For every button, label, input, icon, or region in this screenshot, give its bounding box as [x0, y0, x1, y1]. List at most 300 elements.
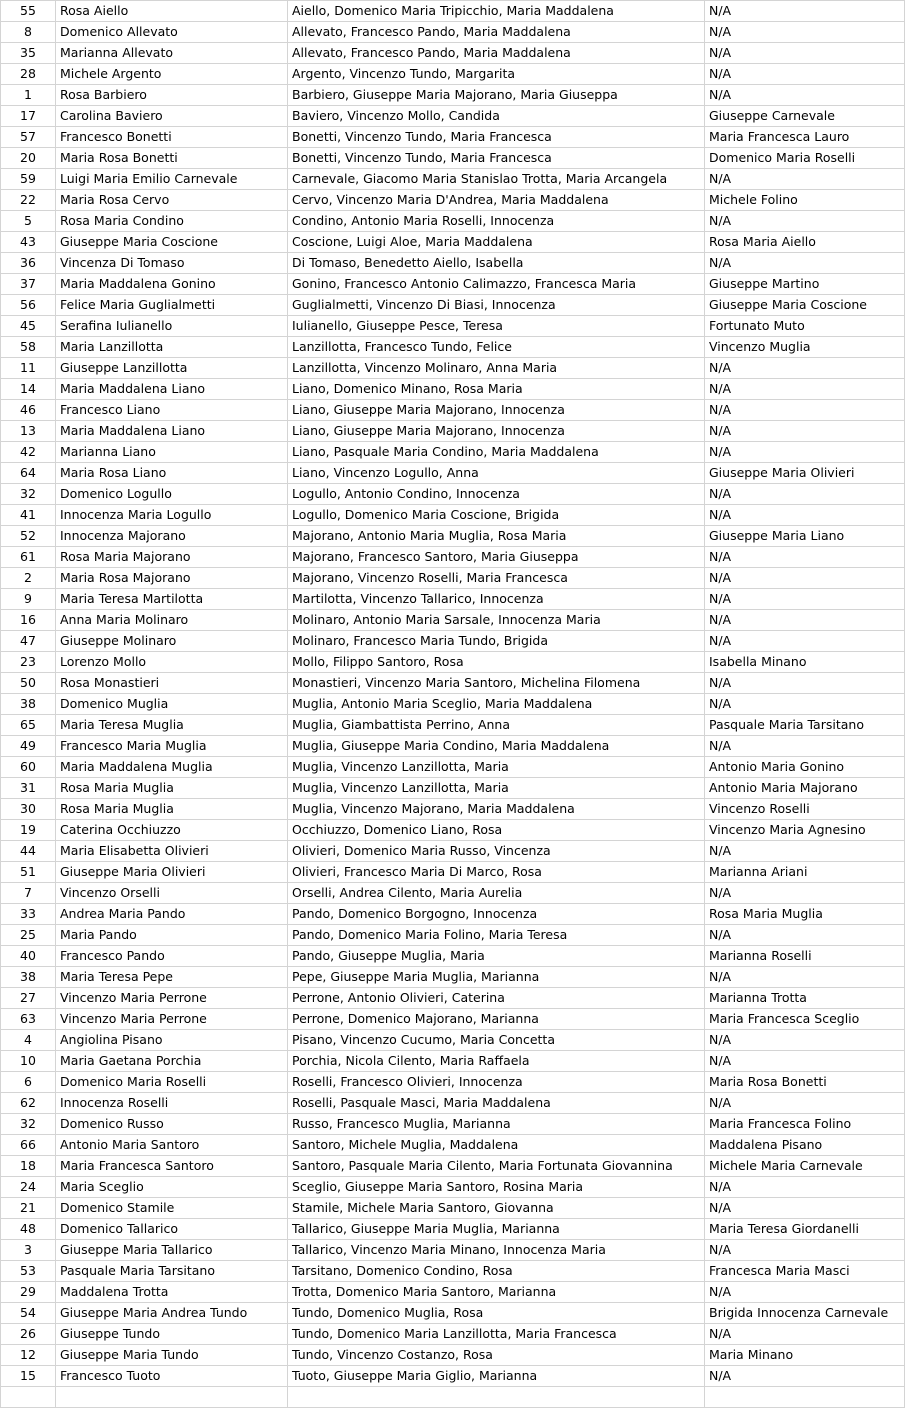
spouse-cell[interactable]: N/A — [705, 1177, 905, 1198]
name-cell[interactable]: Vincenzo Maria Perrone — [56, 1009, 288, 1030]
spouse-cell[interactable] — [705, 1387, 905, 1408]
id-cell[interactable]: 19 — [1, 820, 56, 841]
name-cell[interactable]: Giuseppe Molinaro — [56, 631, 288, 652]
parents-cell[interactable]: Coscione, Luigi Aloe, Maria Maddalena — [288, 232, 705, 253]
id-cell[interactable]: 9 — [1, 589, 56, 610]
spouse-cell[interactable]: N/A — [705, 925, 905, 946]
spouse-cell[interactable]: N/A — [705, 484, 905, 505]
spouse-cell[interactable]: Maria Francesca Lauro — [705, 127, 905, 148]
table-row — [1, 232, 905, 253]
table-row — [1, 862, 905, 883]
spouse-cell[interactable]: N/A — [705, 610, 905, 631]
spouse-cell[interactable]: Vincenzo Maria Agnesino — [705, 820, 905, 841]
name-cell[interactable]: Francesco Pando — [56, 946, 288, 967]
table-row — [1, 64, 905, 85]
id-cell[interactable]: 53 — [1, 1261, 56, 1282]
name-cell[interactable]: Domenico Muglia — [56, 694, 288, 715]
table-row — [1, 610, 905, 631]
name-cell[interactable]: Domenico Logullo — [56, 484, 288, 505]
name-cell[interactable]: Maria Teresa Martilotta — [56, 589, 288, 610]
spouse-cell[interactable]: Giuseppe Martino — [705, 274, 905, 295]
spouse-cell[interactable]: N/A — [705, 631, 905, 652]
parents-cell[interactable]: Olivieri, Domenico Maria Russo, Vincenza — [288, 841, 705, 862]
name-cell[interactable]: Anna Maria Molinaro — [56, 610, 288, 631]
id-cell[interactable]: 62 — [1, 1093, 56, 1114]
id-cell[interactable]: 57 — [1, 127, 56, 148]
spouse-cell[interactable]: N/A — [705, 1366, 905, 1387]
parents-cell[interactable]: Molinaro, Antonio Maria Sarsale, Innocenza Maria — [288, 610, 705, 631]
spouse-cell[interactable]: Rosa Maria Aiello — [705, 232, 905, 253]
id-cell[interactable]: 10 — [1, 1051, 56, 1072]
id-cell[interactable]: 20 — [1, 148, 56, 169]
spouse-cell[interactable]: N/A — [705, 568, 905, 589]
id-cell[interactable]: 38 — [1, 694, 56, 715]
id-cell[interactable]: 60 — [1, 757, 56, 778]
parents-cell[interactable]: Santoro, Pasquale Maria Cilento, Maria Fortunata Giovannina — [288, 1156, 705, 1177]
spouse-cell[interactable]: N/A — [705, 421, 905, 442]
parents-cell[interactable]: Pando, Domenico Borgogno, Innocenza — [288, 904, 705, 925]
name-cell[interactable]: Maddalena Trotta — [56, 1282, 288, 1303]
name-cell[interactable]: Domenico Maria Roselli — [56, 1072, 288, 1093]
id-cell[interactable]: 65 — [1, 715, 56, 736]
parents-cell[interactable]: Roselli, Francesco Olivieri, Innocenza — [288, 1072, 705, 1093]
table-row — [1, 589, 905, 610]
parents-cell[interactable]: Occhiuzzo, Domenico Liano, Rosa — [288, 820, 705, 841]
parents-cell[interactable]: Martilotta, Vincenzo Tallarico, Innocenza — [288, 589, 705, 610]
table-row — [1, 1072, 905, 1093]
parents-cell[interactable]: Roselli, Pasquale Masci, Maria Maddalena — [288, 1093, 705, 1114]
parents-cell[interactable]: Allevato, Francesco Pando, Maria Maddalena — [288, 43, 705, 64]
spouse-cell[interactable]: N/A — [705, 694, 905, 715]
parents-cell[interactable]: Bonetti, Vincenzo Tundo, Maria Francesca — [288, 148, 705, 169]
name-cell[interactable]: Rosa Maria Condino — [56, 211, 288, 232]
name-cell[interactable]: Maria Rosa Liano — [56, 463, 288, 484]
name-cell[interactable]: Domenico Tallarico — [56, 1219, 288, 1240]
name-cell[interactable]: Giuseppe Maria Tallarico — [56, 1240, 288, 1261]
id-cell[interactable]: 31 — [1, 778, 56, 799]
id-cell[interactable]: 27 — [1, 988, 56, 1009]
table-row — [1, 463, 905, 484]
spouse-cell[interactable]: Marianna Roselli — [705, 946, 905, 967]
spouse-cell[interactable]: N/A — [705, 22, 905, 43]
parents-cell[interactable]: Iulianello, Giuseppe Pesce, Teresa — [288, 316, 705, 337]
name-cell[interactable]: Francesco Bonetti — [56, 127, 288, 148]
name-cell[interactable]: Rosa Maria Muglia — [56, 799, 288, 820]
parents-cell[interactable]: Muglia, Vincenzo Lanzillotta, Maria — [288, 778, 705, 799]
parents-cell[interactable]: Barbiero, Giuseppe Maria Majorano, Maria Giuseppa — [288, 85, 705, 106]
name-cell[interactable]: Marianna Liano — [56, 442, 288, 463]
parents-cell[interactable]: Majorano, Francesco Santoro, Maria Giuseppa — [288, 547, 705, 568]
table-row — [1, 274, 905, 295]
id-cell[interactable]: 14 — [1, 379, 56, 400]
name-cell[interactable]: Vincenza Di Tomaso — [56, 253, 288, 274]
id-cell[interactable]: 2 — [1, 568, 56, 589]
spouse-cell[interactable]: N/A — [705, 400, 905, 421]
spouse-cell[interactable]: Michele Maria Carnevale — [705, 1156, 905, 1177]
parents-cell[interactable]: Gonino, Francesco Antonio Calimazzo, Francesca Maria — [288, 274, 705, 295]
table-row — [1, 190, 905, 211]
id-cell[interactable]: 26 — [1, 1324, 56, 1345]
parents-cell[interactable]: Tundo, Domenico Muglia, Rosa — [288, 1303, 705, 1324]
id-cell[interactable]: 38 — [1, 967, 56, 988]
spouse-cell[interactable]: N/A — [705, 841, 905, 862]
table-row — [1, 1324, 905, 1345]
name-cell[interactable]: Innocenza Roselli — [56, 1093, 288, 1114]
spouse-cell[interactable]: Giuseppe Maria Coscione — [705, 295, 905, 316]
table-row — [1, 757, 905, 778]
name-cell[interactable]: Maria Lanzillotta — [56, 337, 288, 358]
name-cell[interactable]: Innocenza Majorano — [56, 526, 288, 547]
name-cell[interactable]: Maria Rosa Cervo — [56, 190, 288, 211]
parents-cell[interactable]: Tallarico, Giuseppe Maria Muglia, Marianna — [288, 1219, 705, 1240]
parents-cell[interactable]: Santoro, Michele Muglia, Maddalena — [288, 1135, 705, 1156]
table-row — [1, 358, 905, 379]
parents-cell[interactable]: Lanzillotta, Vincenzo Molinaro, Anna Maria — [288, 358, 705, 379]
table-row — [1, 631, 905, 652]
spouse-cell[interactable]: N/A — [705, 43, 905, 64]
parents-cell[interactable]: Liano, Pasquale Maria Condino, Maria Maddalena — [288, 442, 705, 463]
id-cell[interactable]: 16 — [1, 610, 56, 631]
spouse-cell[interactable]: Maria Teresa Giordanelli — [705, 1219, 905, 1240]
parents-cell[interactable]: Baviero, Vincenzo Mollo, Candida — [288, 106, 705, 127]
table-row — [1, 799, 905, 820]
name-cell[interactable]: Maria Rosa Majorano — [56, 568, 288, 589]
name-cell[interactable]: Domenico Russo — [56, 1114, 288, 1135]
spouse-cell[interactable]: Marianna Trotta — [705, 988, 905, 1009]
table-row — [1, 85, 905, 106]
name-cell[interactable]: Maria Maddalena Gonino — [56, 274, 288, 295]
spouse-cell[interactable]: N/A — [705, 1198, 905, 1219]
id-cell[interactable]: 59 — [1, 169, 56, 190]
name-cell[interactable]: Giuseppe Maria Coscione — [56, 232, 288, 253]
table-row — [1, 1, 905, 22]
spouse-cell[interactable]: Giuseppe Maria Liano — [705, 526, 905, 547]
parents-cell[interactable]: Monastieri, Vincenzo Maria Santoro, Michelina Filomena — [288, 673, 705, 694]
spouse-cell[interactable]: N/A — [705, 589, 905, 610]
table-row — [1, 1156, 905, 1177]
id-cell[interactable]: 6 — [1, 1072, 56, 1093]
name-cell[interactable] — [56, 1387, 288, 1408]
name-cell[interactable]: Rosa Aiello — [56, 1, 288, 22]
id-cell[interactable]: 7 — [1, 883, 56, 904]
spouse-cell[interactable]: Maria Minano — [705, 1345, 905, 1366]
spouse-cell[interactable]: Vincenzo Roselli — [705, 799, 905, 820]
id-cell[interactable]: 5 — [1, 211, 56, 232]
id-cell[interactable]: 58 — [1, 337, 56, 358]
id-cell[interactable]: 28 — [1, 64, 56, 85]
name-cell[interactable]: Lorenzo Mollo — [56, 652, 288, 673]
name-cell[interactable]: Vincenzo Orselli — [56, 883, 288, 904]
parents-cell[interactable]: Tundo, Domenico Maria Lanzillotta, Maria Francesca — [288, 1324, 705, 1345]
name-cell[interactable]: Giuseppe Maria Andrea Tundo — [56, 1303, 288, 1324]
parents-cell[interactable]: Liano, Vincenzo Logullo, Anna — [288, 463, 705, 484]
table-row — [1, 1177, 905, 1198]
spouse-cell[interactable]: N/A — [705, 505, 905, 526]
id-cell[interactable]: 42 — [1, 442, 56, 463]
spouse-cell[interactable]: N/A — [705, 1240, 905, 1261]
spouse-cell[interactable]: N/A — [705, 1, 905, 22]
parents-cell[interactable]: Trotta, Domenico Maria Santoro, Marianna — [288, 1282, 705, 1303]
name-cell[interactable]: Innocenza Maria Logullo — [56, 505, 288, 526]
id-cell[interactable]: 52 — [1, 526, 56, 547]
id-cell[interactable]: 30 — [1, 799, 56, 820]
id-cell[interactable]: 43 — [1, 232, 56, 253]
table-row — [1, 967, 905, 988]
id-cell[interactable]: 36 — [1, 253, 56, 274]
parents-cell[interactable]: Tallarico, Vincenzo Maria Minano, Innocenza Maria — [288, 1240, 705, 1261]
id-cell[interactable]: 32 — [1, 1114, 56, 1135]
table-row — [1, 169, 905, 190]
spouse-cell[interactable]: N/A — [705, 673, 905, 694]
name-cell[interactable]: Maria Maddalena Muglia — [56, 757, 288, 778]
spouse-cell[interactable]: N/A — [705, 211, 905, 232]
parents-cell[interactable]: Pisano, Vincenzo Cucumo, Maria Concetta — [288, 1030, 705, 1051]
id-cell[interactable]: 24 — [1, 1177, 56, 1198]
parents-cell[interactable]: Muglia, Vincenzo Lanzillotta, Maria — [288, 757, 705, 778]
id-cell[interactable]: 46 — [1, 400, 56, 421]
spouse-cell[interactable]: Pasquale Maria Tarsitano — [705, 715, 905, 736]
table-row — [1, 673, 905, 694]
id-cell[interactable]: 21 — [1, 1198, 56, 1219]
parents-cell[interactable]: Muglia, Giambattista Perrino, Anna — [288, 715, 705, 736]
id-cell[interactable]: 66 — [1, 1135, 56, 1156]
parents-cell[interactable]: Aiello, Domenico Maria Tripicchio, Maria Maddalena — [288, 1, 705, 22]
spouse-cell[interactable]: N/A — [705, 1030, 905, 1051]
id-cell[interactable]: 11 — [1, 358, 56, 379]
parents-cell[interactable]: Logullo, Antonio Condino, Innocenza — [288, 484, 705, 505]
spouse-cell[interactable]: Maria Rosa Bonetti — [705, 1072, 905, 1093]
id-cell[interactable]: 29 — [1, 1282, 56, 1303]
parents-cell[interactable]: Bonetti, Vincenzo Tundo, Maria Francesca — [288, 127, 705, 148]
parents-cell[interactable]: Muglia, Giuseppe Maria Condino, Maria Maddalena — [288, 736, 705, 757]
id-cell[interactable]: 56 — [1, 295, 56, 316]
id-cell[interactable]: 37 — [1, 274, 56, 295]
table-row — [1, 778, 905, 799]
id-cell[interactable]: 33 — [1, 904, 56, 925]
name-cell[interactable]: Antonio Maria Santoro — [56, 1135, 288, 1156]
id-cell[interactable]: 35 — [1, 43, 56, 64]
spouse-cell[interactable]: Maria Francesca Folino — [705, 1114, 905, 1135]
table-row — [1, 421, 905, 442]
spouse-cell[interactable]: Giuseppe Carnevale — [705, 106, 905, 127]
parents-cell[interactable]: Mollo, Filippo Santoro, Rosa — [288, 652, 705, 673]
spouse-cell[interactable]: N/A — [705, 253, 905, 274]
table-row — [1, 1009, 905, 1030]
id-cell[interactable]: 47 — [1, 631, 56, 652]
name-cell[interactable]: Rosa Monastieri — [56, 673, 288, 694]
name-cell[interactable]: Maria Pando — [56, 925, 288, 946]
spouse-cell[interactable]: Giuseppe Maria Olivieri — [705, 463, 905, 484]
spouse-cell[interactable]: Isabella Minano — [705, 652, 905, 673]
spouse-cell[interactable]: Antonio Maria Majorano — [705, 778, 905, 799]
parents-cell[interactable]: Liano, Giuseppe Maria Majorano, Innocenza — [288, 421, 705, 442]
name-cell[interactable]: Rosa Maria Muglia — [56, 778, 288, 799]
table-row — [1, 904, 905, 925]
parents-cell[interactable]: Porchia, Nicola Cilento, Maria Raffaela — [288, 1051, 705, 1072]
parents-cell[interactable]: Majorano, Antonio Maria Muglia, Rosa Maria — [288, 526, 705, 547]
id-cell[interactable]: 49 — [1, 736, 56, 757]
id-cell[interactable]: 48 — [1, 1219, 56, 1240]
name-cell[interactable]: Francesco Tuoto — [56, 1366, 288, 1387]
name-cell[interactable]: Rosa Maria Majorano — [56, 547, 288, 568]
id-cell[interactable]: 54 — [1, 1303, 56, 1324]
spouse-cell[interactable]: N/A — [705, 1324, 905, 1345]
id-cell[interactable]: 50 — [1, 673, 56, 694]
spouse-cell[interactable]: N/A — [705, 1093, 905, 1114]
id-cell[interactable]: 44 — [1, 841, 56, 862]
spouse-cell[interactable]: N/A — [705, 358, 905, 379]
name-cell[interactable]: Pasquale Maria Tarsitano — [56, 1261, 288, 1282]
parents-cell[interactable]: Perrone, Antonio Olivieri, Caterina — [288, 988, 705, 1009]
parents-cell[interactable]: Liano, Giuseppe Maria Majorano, Innocenza — [288, 400, 705, 421]
table-row — [1, 148, 905, 169]
table-row — [1, 1135, 905, 1156]
spouse-cell[interactable]: N/A — [705, 64, 905, 85]
parents-cell[interactable]: Stamile, Michele Maria Santoro, Giovanna — [288, 1198, 705, 1219]
table-row — [1, 295, 905, 316]
name-cell[interactable]: Angiolina Pisano — [56, 1030, 288, 1051]
id-cell[interactable]: 22 — [1, 190, 56, 211]
id-cell[interactable]: 8 — [1, 22, 56, 43]
name-cell[interactable]: Michele Argento — [56, 64, 288, 85]
parents-cell[interactable]: Perrone, Domenico Majorano, Marianna — [288, 1009, 705, 1030]
spouse-cell[interactable]: N/A — [705, 883, 905, 904]
id-cell[interactable]: 13 — [1, 421, 56, 442]
name-cell[interactable]: Francesco Liano — [56, 400, 288, 421]
name-cell[interactable]: Maria Sceglio — [56, 1177, 288, 1198]
name-cell[interactable]: Francesco Maria Muglia — [56, 736, 288, 757]
id-cell[interactable]: 64 — [1, 463, 56, 484]
spouse-cell[interactable]: N/A — [705, 1051, 905, 1072]
name-cell[interactable]: Caterina Occhiuzzo — [56, 820, 288, 841]
name-cell[interactable]: Giuseppe Tundo — [56, 1324, 288, 1345]
table-row — [1, 253, 905, 274]
name-cell[interactable]: Maria Maddalena Liano — [56, 421, 288, 442]
name-cell[interactable]: Marianna Allevato — [56, 43, 288, 64]
parents-cell[interactable]: Molinaro, Francesco Maria Tundo, Brigida — [288, 631, 705, 652]
name-cell[interactable]: Felice Maria Guglialmetti — [56, 295, 288, 316]
spouse-cell[interactable]: Rosa Maria Muglia — [705, 904, 905, 925]
parents-cell[interactable]: Pepe, Giuseppe Maria Muglia, Marianna — [288, 967, 705, 988]
name-cell[interactable]: Domenico Allevato — [56, 22, 288, 43]
spouse-cell[interactable]: Antonio Maria Gonino — [705, 757, 905, 778]
name-cell[interactable]: Maria Teresa Pepe — [56, 967, 288, 988]
spouse-cell[interactable]: Maria Francesca Sceglio — [705, 1009, 905, 1030]
spouse-cell[interactable]: Marianna Ariani — [705, 862, 905, 883]
spouse-cell[interactable]: N/A — [705, 1282, 905, 1303]
id-cell[interactable] — [1, 1387, 56, 1408]
id-cell[interactable]: 4 — [1, 1030, 56, 1051]
name-cell[interactable]: Maria Teresa Muglia — [56, 715, 288, 736]
id-cell[interactable]: 32 — [1, 484, 56, 505]
spouse-cell[interactable]: Michele Folino — [705, 190, 905, 211]
spouse-cell[interactable]: N/A — [705, 442, 905, 463]
id-cell[interactable]: 18 — [1, 1156, 56, 1177]
name-cell[interactable]: Maria Elisabetta Olivieri — [56, 841, 288, 862]
parents-cell[interactable]: Allevato, Francesco Pando, Maria Maddalena — [288, 22, 705, 43]
name-cell[interactable]: Maria Rosa Bonetti — [56, 148, 288, 169]
id-cell[interactable]: 40 — [1, 946, 56, 967]
parents-cell[interactable]: Sceglio, Giuseppe Maria Santoro, Rosina Maria — [288, 1177, 705, 1198]
spouse-cell[interactable]: Fortunato Muto — [705, 316, 905, 337]
parents-cell[interactable]: Pando, Domenico Maria Folino, Maria Teresa — [288, 925, 705, 946]
parents-cell[interactable]: Tarsitano, Domenico Condino, Rosa — [288, 1261, 705, 1282]
name-cell[interactable]: Giuseppe Lanzillotta — [56, 358, 288, 379]
parents-cell[interactable]: Muglia, Vincenzo Majorano, Maria Maddalena — [288, 799, 705, 820]
id-cell[interactable]: 25 — [1, 925, 56, 946]
table-row — [1, 1387, 905, 1408]
id-cell[interactable]: 12 — [1, 1345, 56, 1366]
parents-cell[interactable]: Orselli, Andrea Cilento, Maria Aurelia — [288, 883, 705, 904]
id-cell[interactable]: 3 — [1, 1240, 56, 1261]
id-cell[interactable]: 23 — [1, 652, 56, 673]
spouse-cell[interactable]: Maddalena Pisano — [705, 1135, 905, 1156]
parents-cell[interactable]: Condino, Antonio Maria Roselli, Innocenza — [288, 211, 705, 232]
id-cell[interactable]: 15 — [1, 1366, 56, 1387]
name-cell[interactable]: Giuseppe Maria Tundo — [56, 1345, 288, 1366]
parents-cell[interactable]: Russo, Francesco Muglia, Marianna — [288, 1114, 705, 1135]
name-cell[interactable]: Andrea Maria Pando — [56, 904, 288, 925]
name-cell[interactable]: Domenico Stamile — [56, 1198, 288, 1219]
spouse-cell[interactable]: N/A — [705, 85, 905, 106]
parents-cell[interactable]: Majorano, Vincenzo Roselli, Maria Francesca — [288, 568, 705, 589]
id-cell[interactable]: 17 — [1, 106, 56, 127]
name-cell[interactable]: Carolina Baviero — [56, 106, 288, 127]
spouse-cell[interactable]: N/A — [705, 736, 905, 757]
spouse-cell[interactable]: N/A — [705, 379, 905, 400]
id-cell[interactable]: 55 — [1, 1, 56, 22]
name-cell[interactable]: Vincenzo Maria Perrone — [56, 988, 288, 1009]
parents-cell[interactable] — [288, 1387, 705, 1408]
spouse-cell[interactable]: Francesca Maria Masci — [705, 1261, 905, 1282]
parents-cell[interactable]: Olivieri, Francesco Maria Di Marco, Rosa — [288, 862, 705, 883]
id-cell[interactable]: 45 — [1, 316, 56, 337]
parents-cell[interactable]: Liano, Domenico Minano, Rosa Maria — [288, 379, 705, 400]
id-cell[interactable]: 61 — [1, 547, 56, 568]
name-cell[interactable]: Giuseppe Maria Olivieri — [56, 862, 288, 883]
name-cell[interactable]: Maria Maddalena Liano — [56, 379, 288, 400]
spouse-cell[interactable]: N/A — [705, 547, 905, 568]
spouse-cell[interactable]: Vincenzo Muglia — [705, 337, 905, 358]
spouse-cell[interactable]: Domenico Maria Roselli — [705, 148, 905, 169]
id-cell[interactable]: 63 — [1, 1009, 56, 1030]
name-cell[interactable]: Maria Gaetana Porchia — [56, 1051, 288, 1072]
parents-cell[interactable]: Tuoto, Giuseppe Maria Giglio, Marianna — [288, 1366, 705, 1387]
table-row — [1, 568, 905, 589]
parents-cell[interactable]: Logullo, Domenico Maria Coscione, Brigida — [288, 505, 705, 526]
parents-cell[interactable]: Argento, Vincenzo Tundo, Margarita — [288, 64, 705, 85]
spouse-cell[interactable]: N/A — [705, 169, 905, 190]
name-cell[interactable]: Luigi Maria Emilio Carnevale — [56, 169, 288, 190]
id-cell[interactable]: 1 — [1, 85, 56, 106]
id-cell[interactable]: 51 — [1, 862, 56, 883]
id-cell[interactable]: 41 — [1, 505, 56, 526]
spouse-cell[interactable]: Brigida Innocenza Carnevale — [705, 1303, 905, 1324]
parents-cell[interactable]: Tundo, Vincenzo Costanzo, Rosa — [288, 1345, 705, 1366]
table-row — [1, 820, 905, 841]
parents-cell[interactable]: Di Tomaso, Benedetto Aiello, Isabella — [288, 253, 705, 274]
parents-cell[interactable]: Pando, Giuseppe Muglia, Maria — [288, 946, 705, 967]
parents-cell[interactable]: Muglia, Antonio Maria Sceglio, Maria Maddalena — [288, 694, 705, 715]
parents-cell[interactable]: Carnevale, Giacomo Maria Stanislao Trotta, Maria Arcangela — [288, 169, 705, 190]
parents-cell[interactable]: Lanzillotta, Francesco Tundo, Felice — [288, 337, 705, 358]
parents-cell[interactable]: Guglialmetti, Vincenzo Di Biasi, Innocenza — [288, 295, 705, 316]
spouse-cell[interactable]: N/A — [705, 967, 905, 988]
name-cell[interactable]: Maria Francesca Santoro — [56, 1156, 288, 1177]
parents-cell[interactable]: Cervo, Vincenzo Maria D'Andrea, Maria Maddalena — [288, 190, 705, 211]
name-cell[interactable]: Rosa Barbiero — [56, 85, 288, 106]
name-cell[interactable]: Serafina Iulianello — [56, 316, 288, 337]
